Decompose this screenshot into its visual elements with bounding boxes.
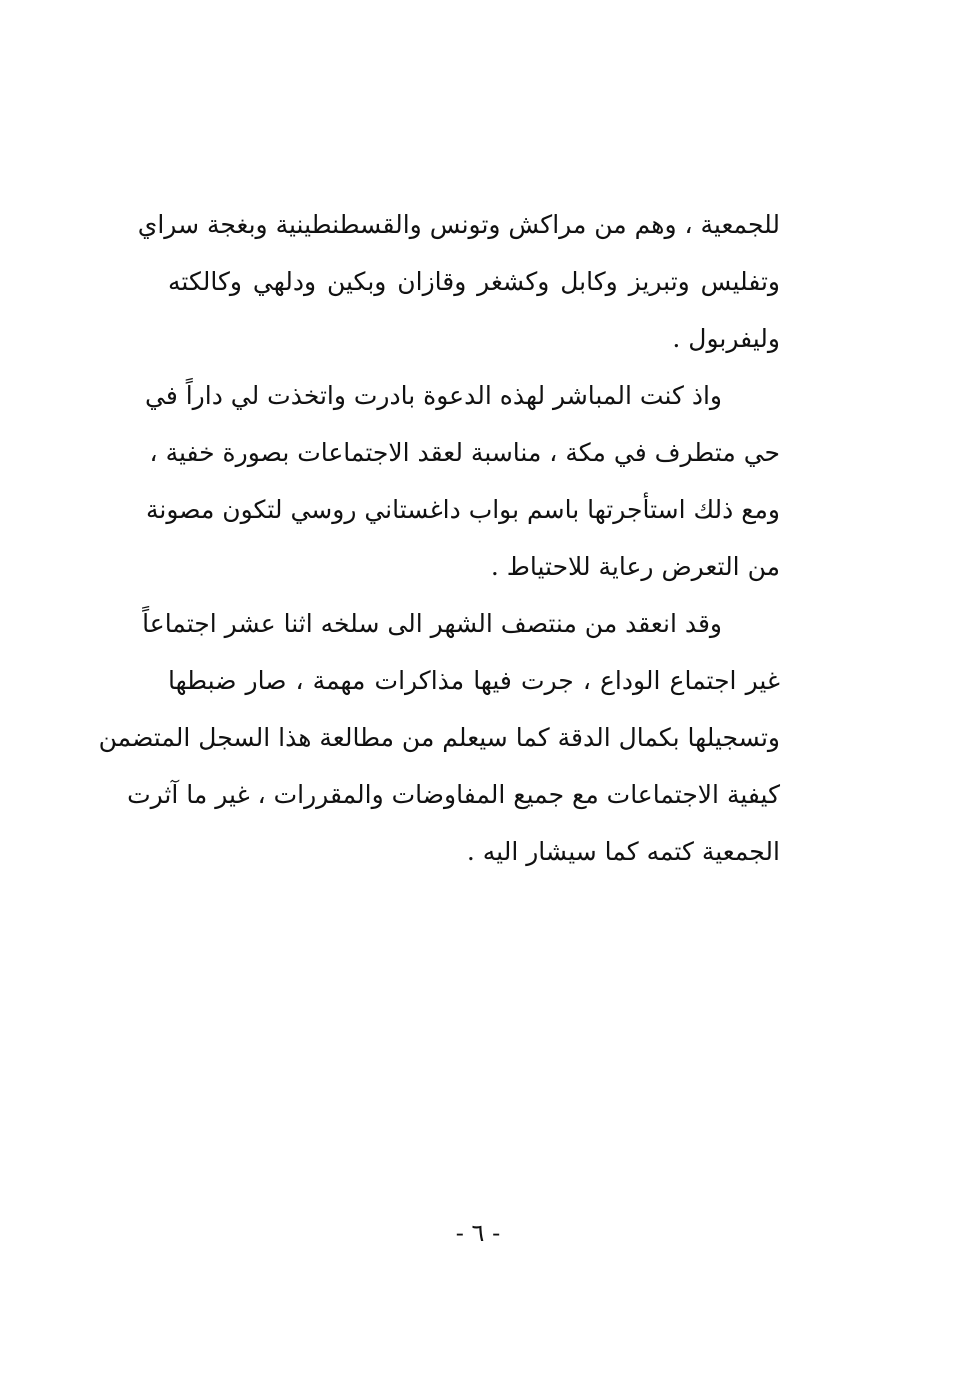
body-text bbox=[98, 196, 780, 880]
text-line: للجمعية ، وهم من مراكش وتونس والقسطنطينية وبغجة سراي bbox=[137, 210, 780, 239]
text-line: الجمعية كتمه كما سيشار اليه . bbox=[466, 837, 780, 866]
paragraph-first-line: وقد انعقد من منتصف الشهر الى سلخه اثنا عشر اجتماعاً bbox=[142, 609, 722, 638]
text-line: ومع ذلك استأجرتها باسم بواب داغستاني روسي لتكون مصونة bbox=[145, 495, 780, 524]
page-number: - ٦ - bbox=[455, 1219, 501, 1247]
text-line: حي متطرف في مكة ، مناسبة لعقد الاجتماعات بصورة خفية ، bbox=[149, 438, 780, 467]
text-line: وليفربول . bbox=[672, 324, 780, 353]
text-line: كيفية الاجتماعات مع جميع المفاوضات والمقررات ، غير ما آثرت bbox=[127, 780, 780, 809]
text-line: من التعرض رعاية للاحتياط . bbox=[490, 552, 780, 581]
paragraph-first-line: واذ كنت المباشر لهذه الدعوة بادرت واتخذت لي داراً في bbox=[145, 381, 722, 410]
text-line: غير اجتماع الوداع ، جرت فيها مذاكرات مهمة ، صار ضبطها bbox=[168, 666, 780, 695]
text-line: وتفليس وتبريز وكابل وكشغر وقازان وبكين ودلهي وكالكته bbox=[168, 267, 780, 296]
text-line: وتسجيلها بكمال الدقة كما سيعلم من مطالعة هذا السجل المتضمن bbox=[98, 723, 780, 752]
